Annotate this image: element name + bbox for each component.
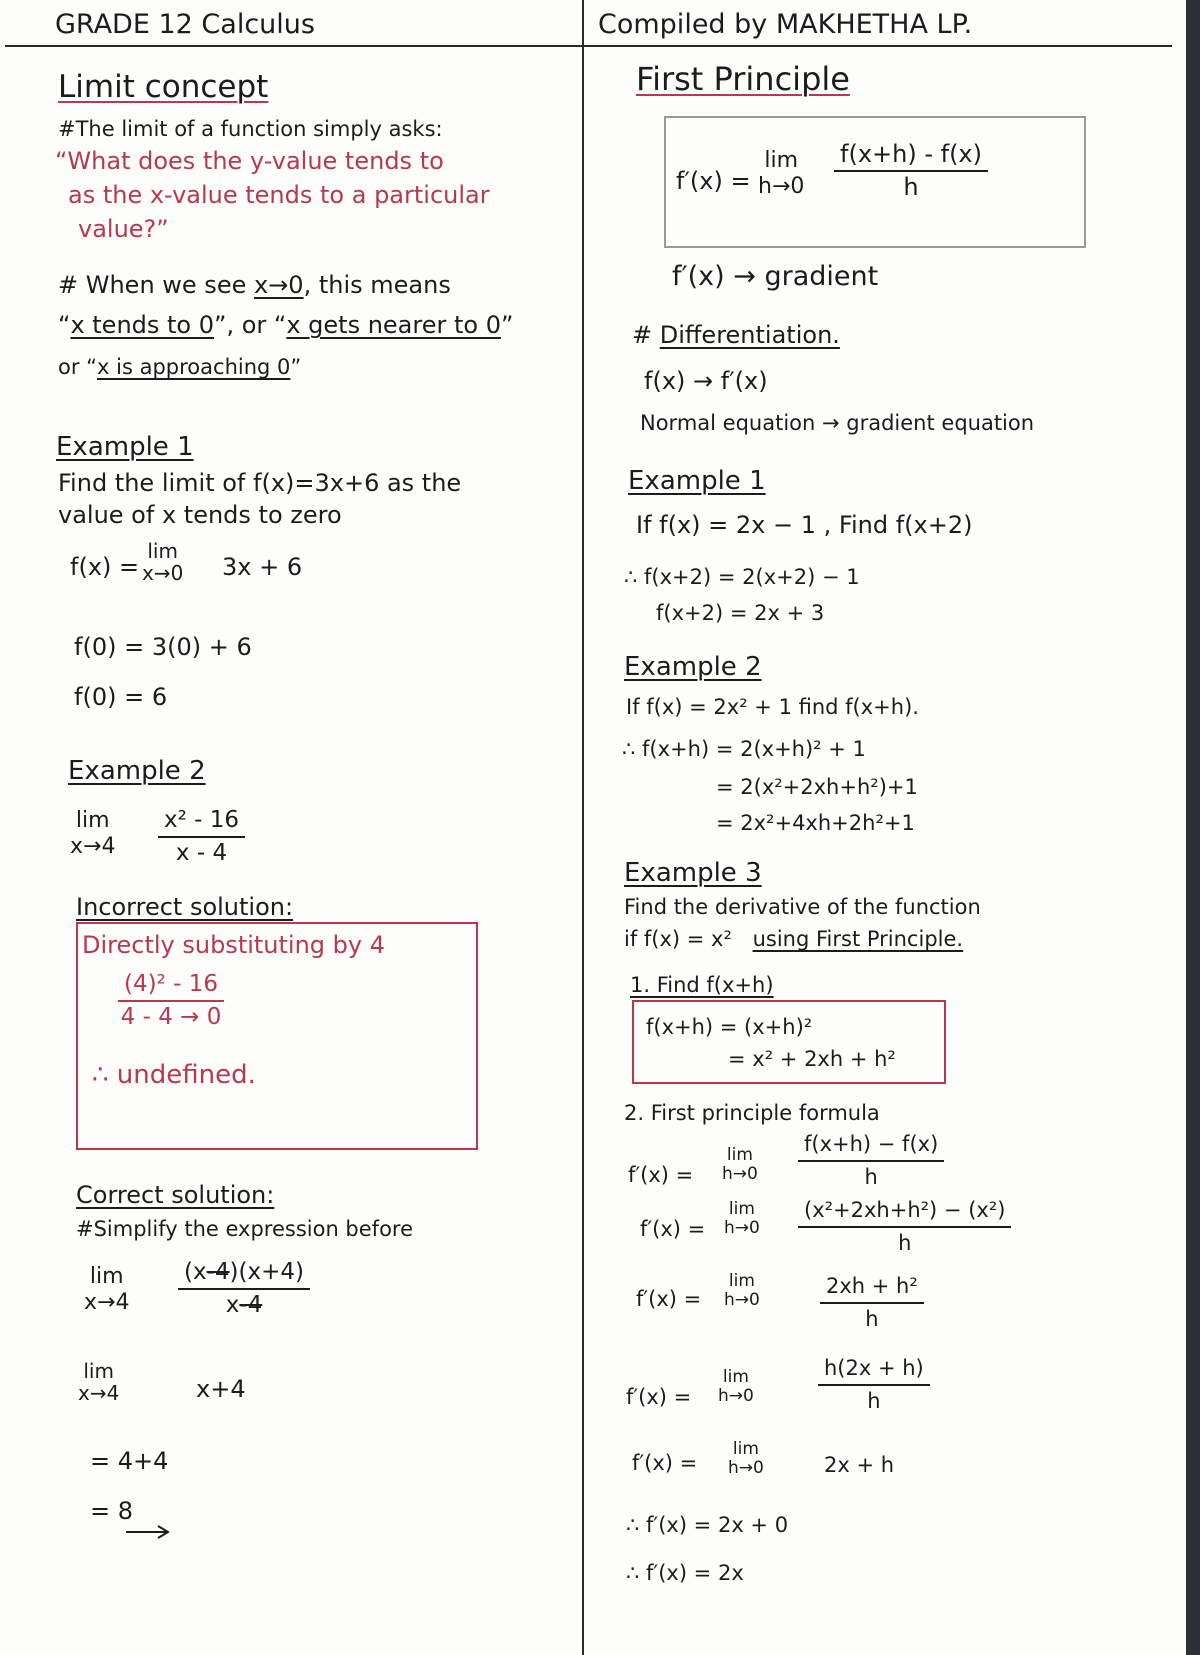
first-principle-limit xyxy=(758,148,804,200)
lim-label: lim xyxy=(764,148,799,173)
when-we-see-line xyxy=(58,270,451,300)
fraction-denominator: h xyxy=(867,1389,881,1413)
derivation-row-3-lhs: f′(x) = xyxy=(636,1287,702,1311)
or-text: ”, or “ xyxy=(214,311,287,339)
derivation-row-4-limit xyxy=(718,1368,754,1406)
correct-solution-instruction: #Simplify the expression before xyxy=(76,1217,414,1241)
lim-subscript: h→0 xyxy=(718,1386,754,1406)
right-example-1-heading: Example 1 xyxy=(628,466,766,496)
den-part-a: x xyxy=(225,1292,240,1318)
num-cancelled: -4 xyxy=(206,1259,230,1285)
correct-solution-fraction xyxy=(178,1258,310,1319)
function-definition: if f(x) = x² xyxy=(624,927,732,951)
lim-label: lim xyxy=(75,808,110,833)
fraction-numerator xyxy=(178,1258,310,1290)
correct-solution-limit xyxy=(84,1264,129,1316)
fxh-result-line-2: = x² + 2xh + h² xyxy=(728,1047,896,1071)
fraction-denominator: h xyxy=(864,1165,878,1189)
derivation-row-5-lhs: f′(x) = xyxy=(632,1451,698,1475)
first-principle-heading: First Principle xyxy=(636,60,850,98)
step-1-find-fxh: 1. Find f(x+h) xyxy=(630,973,774,997)
differentiation-line xyxy=(632,320,840,350)
lim-label: lim xyxy=(722,1367,749,1387)
num-part-a: (x xyxy=(184,1259,207,1285)
derivation-row-6: ∴ f′(x) = 2x + 0 xyxy=(626,1513,789,1537)
fraction-denominator: 4 - 4 → 0 xyxy=(120,1004,222,1030)
lim-subscript: h→0 xyxy=(722,1164,758,1184)
lim-label: lim xyxy=(89,1264,124,1289)
right-example-1-line-1: If f(x) = 2x − 1 , Find f(x+2) xyxy=(636,511,973,539)
left-example-1-text-1: Find the limit of f(x)=3x+6 as the xyxy=(58,469,462,497)
right-example-1-line-3: f(x+2) = 2x + 3 xyxy=(656,601,825,625)
fraction-denominator: h xyxy=(903,173,919,201)
lim-subscript: x→0 xyxy=(142,561,184,585)
left-example-2-fraction xyxy=(158,806,245,867)
header-left-title: GRADE 12 Calculus xyxy=(55,9,315,40)
differentiation-arrow-line: f(x) → f′(x) xyxy=(644,367,768,395)
left-example-2-heading: Example 2 xyxy=(68,756,206,786)
fraction-denominator: x - 4 xyxy=(175,840,228,866)
lim-subscript: h→0 xyxy=(724,1218,760,1238)
den-cancelled: -4 xyxy=(239,1292,263,1318)
tends-to-line xyxy=(58,310,513,340)
header-rule xyxy=(5,45,1172,47)
right-example-2-line-4: = 2x²+4xh+2h²+1 xyxy=(716,811,915,835)
lim-label: lim xyxy=(728,1271,755,1291)
incorrect-solution-heading: Incorrect solution: xyxy=(76,893,294,921)
gradient-line: f′(x) → gradient xyxy=(672,261,879,292)
close-quote: ” xyxy=(500,311,514,339)
derivation-row-2-fraction xyxy=(798,1196,1011,1257)
this-means-text: , this means xyxy=(303,271,451,299)
first-principle-lhs: f′(x) = xyxy=(676,167,751,195)
hash-mark: # xyxy=(632,321,653,349)
answer-arrow-icon xyxy=(124,1524,174,1540)
scan-edge xyxy=(1186,0,1200,1655)
differentiation-equation-line: Normal equation → gradient equation xyxy=(640,411,1035,435)
lim-label: lim xyxy=(726,1145,753,1165)
lim-label: lim xyxy=(728,1199,755,1219)
left-example-1-limit xyxy=(142,540,183,584)
derivation-row-1-fraction xyxy=(798,1130,944,1191)
limit-definition-quote-1: “What does the y-value tends to xyxy=(55,147,444,175)
fraction-denominator xyxy=(226,1290,263,1319)
column-divider xyxy=(582,0,584,1655)
fraction-numerator: f(x+h) - f(x) xyxy=(834,140,988,172)
header-right-credit: Compiled by MAKHETHA LP. xyxy=(598,9,973,40)
fraction-numerator: h(2x + h) xyxy=(818,1354,930,1386)
lim-subscript: h→0 xyxy=(724,1290,760,1310)
incorrect-solution-undefined: ∴ undefined. xyxy=(92,1060,256,1090)
x-approaching-phrase: x is approaching 0 xyxy=(97,355,291,379)
lim-subscript: h→0 xyxy=(758,174,805,199)
using-first-principle: using First Principle. xyxy=(752,927,964,951)
fraction-numerator: (x²+2xh+h²) − (x²) xyxy=(798,1196,1011,1228)
right-example-2-line-3: = 2(x²+2xh+h²)+1 xyxy=(716,775,918,799)
left-example-1-step-3: f(0) = 6 xyxy=(74,683,168,711)
or-open-quote: or “ xyxy=(58,355,98,379)
correct-solution-heading: Correct solution: xyxy=(76,1181,275,1209)
left-example-1-heading: Example 1 xyxy=(56,432,194,462)
x-gets-nearer-phrase: x gets nearer to 0 xyxy=(286,311,501,339)
lim-subscript: x→4 xyxy=(78,1381,120,1405)
derivation-final-answer: ∴ f′(x) = 2x xyxy=(626,1561,744,1585)
right-example-3-heading: Example 3 xyxy=(624,858,762,888)
limit-concept-heading: Limit concept xyxy=(58,69,269,105)
derivation-row-1-limit xyxy=(722,1146,758,1184)
step-2-formula: 2. First principle formula xyxy=(624,1101,880,1125)
limit-definition-quote-2: as the x-value tends to a particular xyxy=(68,181,490,209)
derivation-row-1-lhs: f′(x) = xyxy=(628,1163,694,1187)
right-example-2-line-1: If f(x) = 2x² + 1 find f(x+h). xyxy=(626,695,919,719)
left-example-2-limit xyxy=(70,808,115,860)
left-example-1-text-2: value of x tends to zero xyxy=(58,501,342,529)
derivation-row-2-lhs: f′(x) = xyxy=(640,1217,706,1241)
open-quote: “ xyxy=(58,311,71,339)
correct-solution-step-3: = 4+4 xyxy=(90,1447,169,1475)
correct-solution-limit-2 xyxy=(78,1360,119,1404)
incorrect-solution-fraction xyxy=(118,970,224,1031)
lim-label: lim xyxy=(732,1439,759,1459)
derivation-row-2-limit xyxy=(724,1200,760,1238)
fraction-numerator: f(x+h) − f(x) xyxy=(798,1130,944,1162)
first-principle-fraction xyxy=(834,140,988,201)
fraction-denominator: h xyxy=(865,1307,879,1331)
limit-definition-line: #The limit of a function simply asks: xyxy=(58,117,443,141)
limit-definition-quote-3: value?” xyxy=(78,215,169,243)
derivation-row-3-fraction xyxy=(820,1272,924,1333)
incorrect-solution-line-1: Directly substituting by 4 xyxy=(82,931,385,959)
derivation-row-3-limit xyxy=(724,1272,760,1310)
correct-solution-expression: x+4 xyxy=(196,1375,246,1403)
lim-label: lim xyxy=(83,1359,114,1383)
left-example-1-fx: f(x) = xyxy=(70,553,140,581)
fraction-numerator: 2xh + h² xyxy=(820,1272,924,1304)
when-we-see-text: # When we see xyxy=(58,271,247,299)
fraction-numerator: x² - 16 xyxy=(158,806,245,838)
left-example-1-step-2: f(0) = 3(0) + 6 xyxy=(74,633,252,661)
x-tends-to-0-phrase: x tends to 0 xyxy=(70,311,215,339)
derivation-row-4-lhs: f′(x) = xyxy=(626,1385,692,1409)
correct-solution-answer: = 8 xyxy=(90,1497,134,1525)
fraction-numerator: (4)² - 16 xyxy=(118,970,224,1002)
right-example-3-line-1: Find the derivative of the function xyxy=(624,895,981,919)
derivation-row-5-expression: 2x + h xyxy=(824,1453,895,1477)
lim-subscript: x→4 xyxy=(84,1290,130,1315)
right-example-2-heading: Example 2 xyxy=(624,652,762,682)
left-example-1-expression: 3x + 6 xyxy=(222,553,303,581)
lim-subscript: h→0 xyxy=(728,1458,764,1478)
num-part-c: )(x+4) xyxy=(229,1259,304,1285)
lim-subscript: x→4 xyxy=(70,834,116,859)
right-example-1-line-2: ∴ f(x+2) = 2(x+2) − 1 xyxy=(624,565,860,589)
x-tends-to-zero-symbol: x→0 xyxy=(253,271,304,299)
fxh-result-line-1: f(x+h) = (x+h)² xyxy=(646,1015,813,1039)
close-quote-2: ” xyxy=(290,355,302,379)
right-example-2-line-2: ∴ f(x+h) = 2(x+h)² + 1 xyxy=(622,737,866,761)
differentiation-heading: Differentiation. xyxy=(659,321,840,349)
fraction-denominator: h xyxy=(898,1231,912,1255)
derivation-row-4-fraction xyxy=(818,1354,930,1415)
derivation-row-5-limit xyxy=(728,1440,764,1478)
right-example-3-line-2 xyxy=(624,924,963,954)
approaching-line xyxy=(58,352,301,382)
lim-label: lim xyxy=(147,539,178,563)
